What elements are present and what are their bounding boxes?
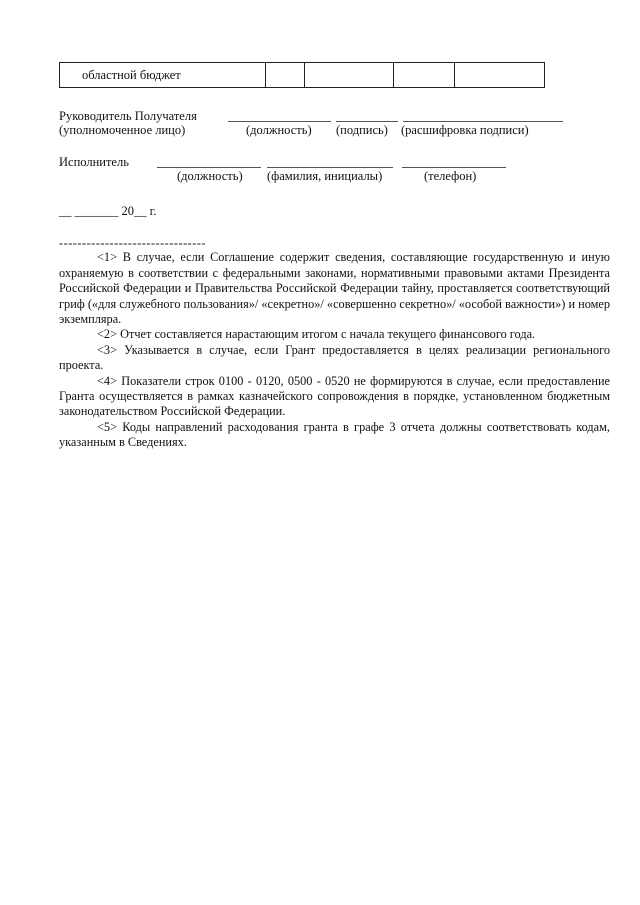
caption-executor-name: (фамилия, инициалы) (267, 169, 383, 183)
table-cell-label (60, 63, 266, 87)
manager-title: Руководитель Получателя (59, 109, 197, 123)
caption-executor-phone: (телефон) (424, 169, 477, 183)
decoding-line (403, 121, 563, 122)
footnote-1: <1> В случае, если Соглашение содержит сведения, составляющие государственную и иную охраняемую в соответствии с федеральными законами, нормативными правовыми актами Президента Российской Федерации и Правительства Российской Федерации тайну, проставляется соответствующий гриф («для служебного пользования»/ «секретно»/ «совершенно секретно»/ «особой важности») и номер экземпляра. (59, 250, 610, 327)
table-row-label: областной бюджет (82, 68, 181, 82)
table-cell (266, 63, 305, 87)
footnote-4: <4> Показатели строк 0100 - 0120, 0500 - 0520 не формируются в случае, если предоставление Гранта осуществляется в рамках казначейского сопровождения в порядке, установленном бюджетным законодательством Российской Федерации. (59, 373, 610, 419)
footnotes (59, 236, 610, 451)
budget-table-row (59, 62, 545, 88)
caption-position: (должность) (246, 123, 312, 137)
executor-phone-line (402, 167, 506, 168)
footnote-5: <5> Коды направлений расходования гранта в графе 3 отчета должны соответствовать кодам, указанным в Сведениях. (59, 419, 610, 450)
manager-subtitle: (уполномоченное лицо) (59, 123, 186, 137)
table-cell (394, 63, 455, 87)
caption-decoding: (расшифровка подписи) (401, 123, 529, 137)
executor-position-line (157, 167, 261, 168)
footnote-separator: -------------------------------- (59, 236, 207, 250)
caption-executor-position: (должность) (177, 169, 243, 183)
caption-signature: (подпись) (336, 123, 388, 137)
executor-title: Исполнитель (59, 155, 129, 169)
signature-line (336, 121, 398, 122)
executor-name-line (267, 167, 393, 168)
footnote-3: <3> Указывается в случае, если Грант предоставляется в целях реализации регионального проекта. (59, 342, 610, 373)
date-line: __ _______ 20__ г. (59, 204, 157, 218)
position-line (228, 121, 331, 122)
footnote-2: <2> Отчет составляется нарастающим итогом с начала текущего финансового года. (97, 327, 536, 342)
table-cell (305, 63, 394, 87)
table-cell (455, 63, 544, 87)
